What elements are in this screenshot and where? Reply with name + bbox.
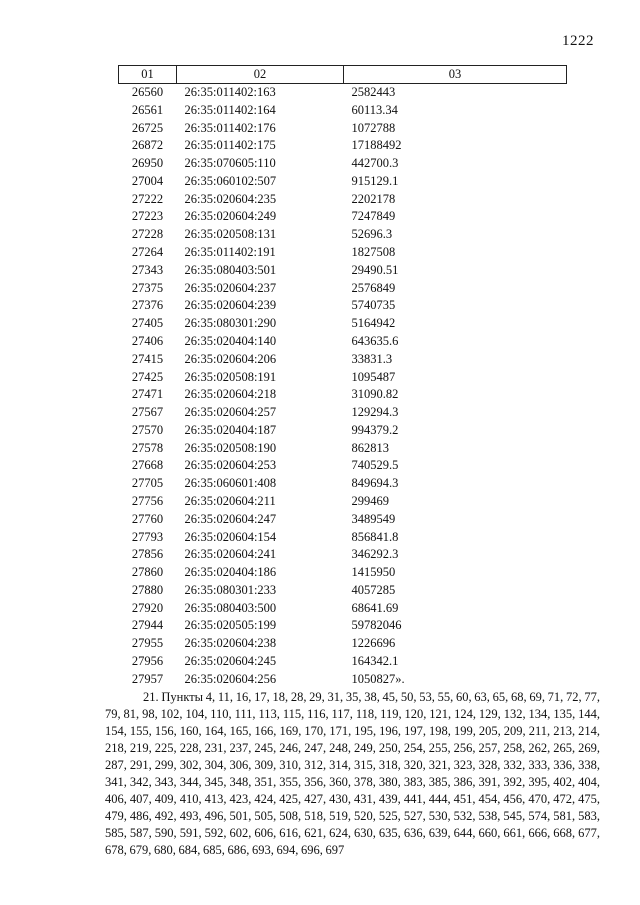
table-row [119, 102, 567, 120]
value-cell: 7247849 [351, 209, 396, 224]
table-row [119, 369, 567, 387]
data-table [118, 65, 567, 689]
column-header-02: 02 [177, 66, 344, 84]
cadastral-number-cell: 26:35:020505:199 [184, 618, 277, 633]
cadastral-number-cell: 26:35:011402:163 [184, 85, 276, 99]
value-cell: 33831.3 [351, 351, 393, 366]
table-header [119, 66, 567, 84]
row-number-cell: 27405 [131, 316, 164, 331]
cadastral-number-cell: 26:35:020604:218 [184, 387, 277, 402]
row-number-cell: 27920 [131, 600, 164, 615]
row-number-cell: 27425 [131, 369, 164, 384]
table-row [119, 155, 567, 173]
value-cell: 2202178 [351, 191, 396, 206]
value-cell: 643635.6 [351, 333, 399, 348]
table-row [119, 208, 567, 226]
table-row [119, 386, 567, 404]
table-row [119, 653, 567, 671]
row-number-cell: 26560 [131, 85, 164, 99]
row-number-cell: 27957 [131, 671, 164, 686]
row-number-cell: 26561 [131, 102, 164, 117]
table-row [119, 191, 567, 209]
value-cell: 1072788 [351, 120, 396, 135]
row-number-cell: 27223 [131, 209, 164, 224]
cadastral-number-cell: 26:35:020604:238 [184, 636, 277, 651]
row-number-cell: 27415 [131, 351, 164, 366]
value-cell: 59782046 [351, 618, 402, 633]
row-number-cell: 27856 [131, 547, 164, 562]
table-row [119, 333, 567, 351]
row-number-cell: 26950 [131, 156, 164, 171]
cadastral-number-cell: 26:35:011402:164 [184, 102, 276, 117]
cadastral-number-cell: 26:35:020604:253 [184, 458, 277, 473]
row-number-cell: 27793 [131, 529, 164, 544]
row-number-cell: 27860 [131, 565, 164, 580]
row-number-cell: 27375 [131, 280, 164, 295]
row-number-cell: 27944 [131, 618, 164, 633]
value-cell: 856841.8 [351, 529, 399, 544]
value-cell: 1095487 [351, 369, 396, 384]
cadastral-number-cell: 26:35:011402:175 [184, 138, 276, 153]
table-row [119, 297, 567, 315]
value-cell: 5164942 [351, 316, 396, 331]
table-row [119, 244, 567, 262]
table-row [119, 635, 567, 653]
value-cell: 60113.34 [351, 102, 398, 117]
row-number-cell: 27760 [131, 511, 164, 526]
row-number-cell: 27578 [131, 440, 164, 455]
value-cell: 68641.69 [351, 600, 399, 615]
cadastral-number-cell: 26:35:011402:176 [184, 120, 276, 135]
row-number-cell: 27343 [131, 262, 164, 277]
cadastral-number-cell: 26:35:060102:507 [184, 173, 277, 188]
value-cell: 129294.3 [351, 405, 399, 420]
value-cell: 164342.1 [351, 654, 399, 668]
table-row [119, 315, 567, 333]
value-cell: 994379.2 [351, 422, 399, 437]
table-row [119, 529, 567, 547]
cadastral-number-cell: 26:35:080301:233 [184, 582, 277, 597]
table-row [119, 262, 567, 280]
row-number-cell: 27570 [131, 422, 164, 437]
value-cell: 5740735 [351, 298, 396, 313]
table-row [119, 457, 567, 475]
value-cell: 299469 [351, 493, 389, 508]
table-row [119, 564, 567, 582]
column-header-03: 03 [344, 66, 567, 84]
row-number-cell: 27756 [131, 493, 164, 508]
cadastral-number-cell: 26:35:020604:245 [184, 654, 277, 668]
cadastral-number-cell: 26:35:020404:186 [184, 565, 277, 580]
column-header-01: 01 [119, 66, 177, 84]
row-number-cell: 26872 [131, 138, 164, 153]
cadastral-number-cell: 26:35:080403:501 [184, 262, 277, 277]
cadastral-number-cell: 26:35:020404:140 [184, 333, 277, 348]
cadastral-number-cell: 26:35:020604:249 [184, 209, 277, 224]
table-row [119, 617, 567, 635]
value-cell: 17188492 [351, 138, 402, 153]
row-number-cell: 26725 [131, 120, 164, 135]
value-cell: 442700.3 [351, 156, 399, 171]
cadastral-number-cell: 26:35:020508:191 [184, 369, 277, 384]
cadastral-number-cell: 26:35:080301:290 [184, 316, 277, 331]
row-number-cell: 27956 [131, 654, 164, 668]
value-cell: 3489549 [351, 511, 396, 526]
value-cell: 2582443 [351, 85, 396, 99]
cadastral-number-cell: 26:35:020604:241 [184, 547, 277, 562]
cadastral-number-cell: 26:35:020604:237 [184, 280, 277, 295]
value-cell: 1226696 [351, 636, 396, 651]
value-cell: 1050827». [351, 671, 405, 686]
cadastral-number-cell: 26:35:020604:256 [184, 671, 277, 686]
table-row [119, 226, 567, 244]
table-row [119, 671, 567, 689]
cadastral-number-cell: 26:35:020404:187 [184, 422, 277, 437]
table-row [119, 84, 567, 102]
row-number-cell: 27004 [131, 173, 164, 188]
row-number-cell: 27228 [131, 227, 164, 242]
value-cell: 849694.3 [351, 476, 399, 491]
cadastral-number-cell: 26:35:060601:408 [184, 476, 277, 491]
row-number-cell: 27264 [131, 245, 164, 260]
page-number: 1222 [562, 33, 594, 49]
table-header-row [119, 66, 567, 84]
value-cell: 4057285 [351, 582, 396, 597]
table-row [119, 511, 567, 529]
value-cell: 740529.5 [351, 458, 399, 473]
cadastral-number-cell: 26:35:080403:500 [184, 600, 277, 615]
row-number-cell: 27705 [131, 476, 164, 491]
amendment-paragraph: 21. Пункты 4, 11, 16, 17, 18, 28, 29, 31, 35, 38, 45, 50, 53, 55, 60, 63, 65, 68, 69, 71, 72, 77, 79, 81, 98, 102, 104, 110, 111, 113, 115, 116, 117, 118, 119, 120, 121, 124, 129, 132, 134, 135, 144, 154, 155, 156, 160, 164, 165, 166, 169, 170, 171, 195, 196, 197, 198, 199, 205, 209, 211, 213, 214, 218, 219, 225, 228, 231, 237, 245, 246, 247, 248, 249, 250, 254, 255, 256, 257, 258, 262, 265, 269, 287, 291, 299, 302, 304, 306, 309, 310, 312, 314, 315, 318, 320, 321, 323, 328, 332, 333, 336, 338, 341, 342, 343, 344, 345, 348, 351, 355, 356, 360, 378, 380, 383, 385, 386, 391, 392, 395, 402, 404, 406, 407, 409, 410, 413, 423, 424, 425, 427, 430, 431, 439, 441, 444, 451, 454, 456, 470, 472, 475, 479, 486, 492, 493, 496, 501, 505, 508, 518, 519, 520, 525, 527, 530, 532, 538, 545, 574, 581, 583, 585, 587, 590, 591, 592, 602, 606, 616, 621, 624, 630, 635, 636, 639, 644, 660, 661, 666, 668, 677, 678, 679, 680, 684, 685, 686, 693, 694, 696, 697 [105, 690, 600, 857]
cadastral-number-cell: 26:35:020604:257 [184, 405, 277, 420]
value-cell: 862813 [351, 440, 389, 455]
row-number-cell: 27222 [131, 191, 164, 206]
cadastral-number-cell: 26:35:070605:110 [184, 156, 276, 171]
table-row [119, 493, 567, 511]
table-row [119, 280, 567, 298]
value-cell: 1827508 [351, 245, 396, 260]
value-cell: 29490.51 [351, 262, 399, 277]
cadastral-number-cell: 26:35:020508:190 [184, 440, 277, 455]
row-number-cell: 27567 [131, 405, 164, 420]
table-row [119, 600, 567, 618]
table-row [119, 137, 567, 155]
value-cell: 31090.82 [351, 387, 399, 402]
table-row [119, 422, 567, 440]
row-number-cell: 27376 [131, 298, 164, 313]
row-number-cell: 27955 [131, 636, 164, 651]
table-row [119, 546, 567, 564]
table-row [119, 440, 567, 458]
value-cell: 1415950 [351, 565, 396, 580]
data-table-container [118, 65, 566, 689]
row-number-cell: 27406 [131, 333, 164, 348]
value-cell: 2576849 [351, 280, 396, 295]
table-body [119, 84, 567, 689]
value-cell: 52696.3 [351, 227, 393, 242]
cadastral-number-cell: 26:35:020604:239 [184, 298, 277, 313]
value-cell: 915129.1 [351, 173, 399, 188]
cadastral-number-cell: 26:35:020604:211 [184, 493, 276, 508]
cadastral-number-cell: 26:35:020604:154 [184, 529, 277, 544]
table-row [119, 404, 567, 422]
table-row [119, 351, 567, 369]
cadastral-number-cell: 26:35:020604:235 [184, 191, 277, 206]
row-number-cell: 27880 [131, 582, 164, 597]
cadastral-number-cell: 26:35:020604:206 [184, 351, 277, 366]
row-number-cell: 27471 [131, 387, 164, 402]
table-row [119, 582, 567, 600]
table-row [119, 173, 567, 191]
value-cell: 346292.3 [351, 547, 399, 562]
row-number-cell: 27668 [131, 458, 164, 473]
table-row [119, 475, 567, 493]
cadastral-number-cell: 26:35:011402:191 [184, 245, 276, 260]
table-row [119, 120, 567, 138]
cadastral-number-cell: 26:35:020508:131 [184, 227, 277, 242]
cadastral-number-cell: 26:35:020604:247 [184, 511, 277, 526]
